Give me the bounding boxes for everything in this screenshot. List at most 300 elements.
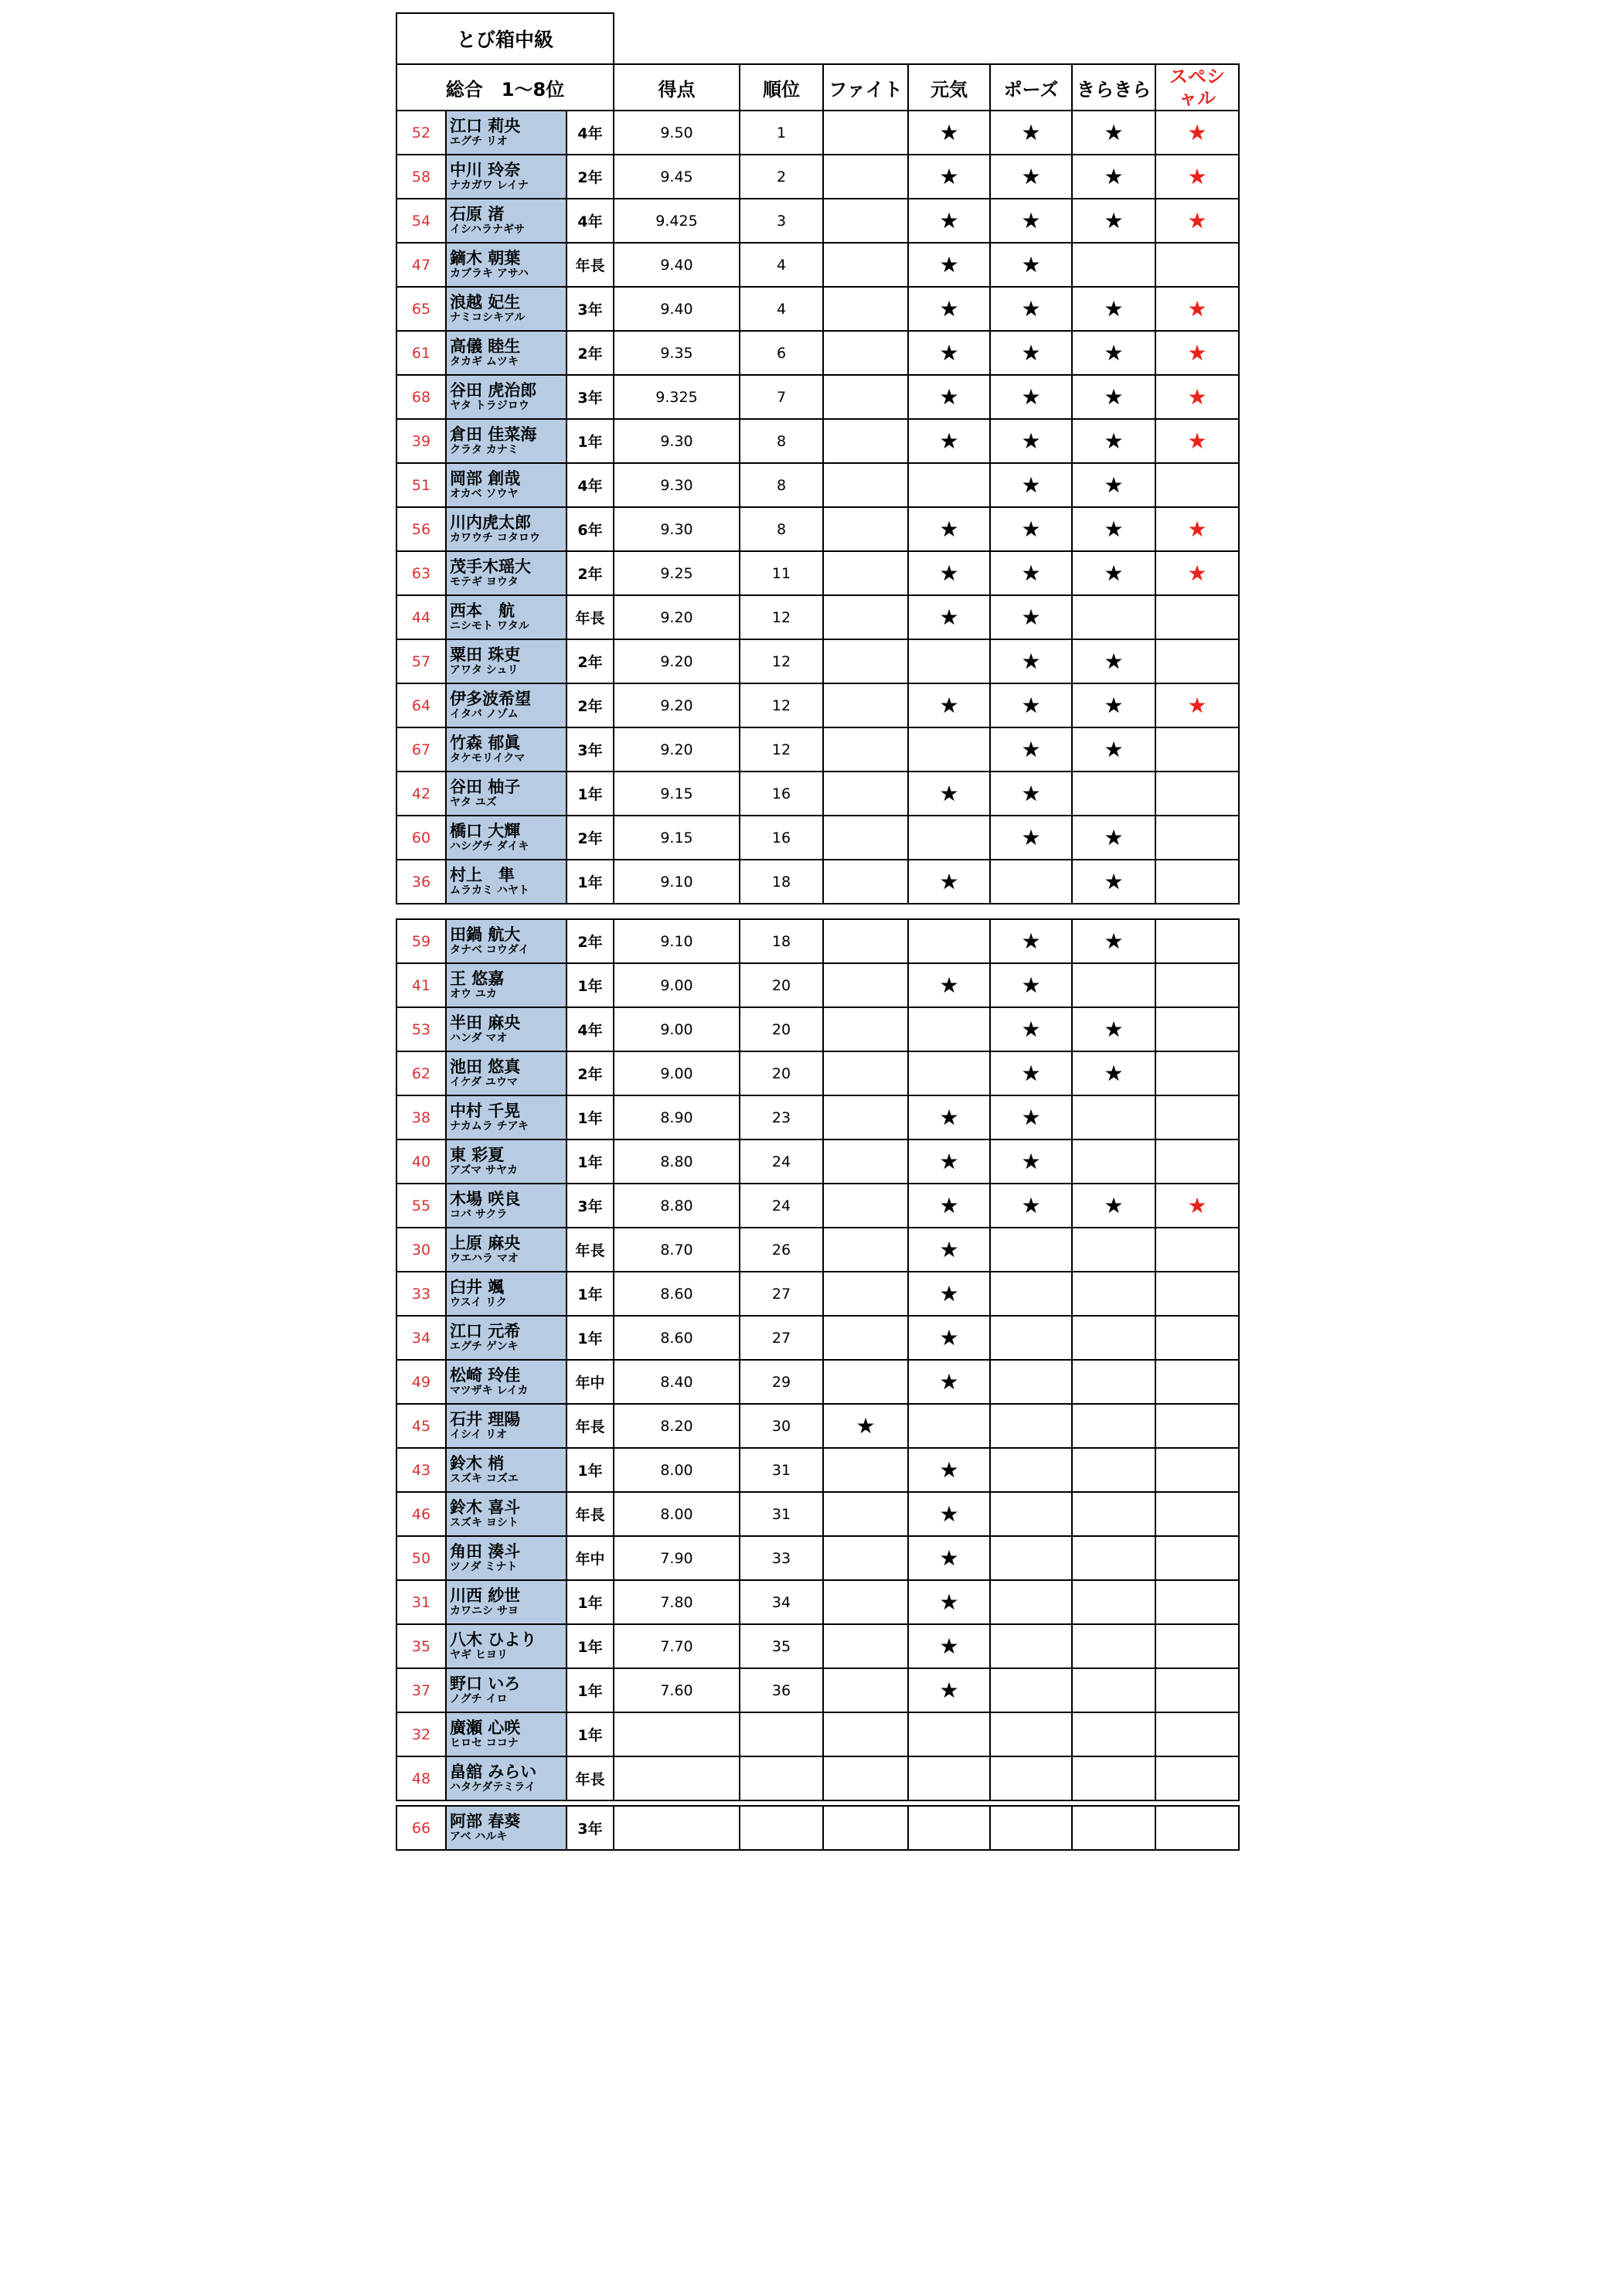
genki-cell [907, 1535, 991, 1581]
score-cell [613, 154, 740, 199]
kirakira-cell [1071, 462, 1156, 508]
athlete-kana: タナベ コウダイ [450, 944, 529, 956]
entry-number-cell [396, 962, 447, 1008]
kirakira-cell [1071, 330, 1156, 376]
athlete-name: 高儀 睦生 [450, 337, 521, 356]
rank-cell [739, 462, 824, 508]
star-icon: ★ [856, 1412, 876, 1439]
star-icon: ★ [939, 1501, 959, 1527]
star-icon: ★ [1021, 1192, 1041, 1218]
pose-cell [989, 1139, 1073, 1184]
athlete-name: 木場 咲良 [450, 1190, 521, 1208]
athlete-name-cell [445, 1183, 567, 1228]
rank-cell [739, 374, 824, 420]
star-icon: ★ [1187, 339, 1207, 366]
athlete-name: 江口 莉央 [450, 117, 521, 135]
star-icon: ★ [939, 428, 959, 454]
special-cell [1155, 1579, 1240, 1625]
fight-cell [822, 286, 909, 332]
fight-cell [822, 1227, 909, 1272]
rank-value: 8 [776, 520, 787, 538]
grade-value: 2年 [577, 169, 603, 186]
score-value: 9.00 [660, 976, 693, 994]
genki-cell [907, 962, 991, 1008]
special-cell [1155, 1315, 1240, 1361]
athlete-name: 岡部 創哉 [450, 469, 521, 488]
score-value: 9.15 [660, 785, 693, 802]
kirakira-cell [1071, 771, 1156, 816]
genki-cell [907, 859, 991, 904]
grade-value: 3年 [577, 390, 603, 407]
athlete-name-cell [445, 1227, 567, 1272]
score-cell [613, 506, 740, 552]
kirakira-cell [1071, 962, 1156, 1008]
grade-cell [566, 1227, 614, 1272]
genki-cell [907, 1139, 991, 1184]
athlete-kana: スズキ ヨシト [450, 1517, 519, 1529]
star-icon: ★ [1104, 736, 1124, 762]
star-icon: ★ [1021, 1060, 1041, 1086]
athlete-kana: エグチ ゲンキ [450, 1340, 519, 1353]
star-icon: ★ [1187, 692, 1207, 718]
rank-value: 4 [776, 256, 787, 274]
athlete-name-cell [445, 1095, 567, 1140]
entry-number: 65 [411, 300, 431, 318]
athlete-name-cell [445, 1667, 567, 1713]
entry-number-cell [396, 1359, 447, 1405]
score-value: 9.50 [660, 124, 693, 141]
kirakira-cell [1071, 1183, 1156, 1228]
score-cell [613, 918, 740, 964]
special-cell [1155, 815, 1240, 860]
entry-number: 41 [411, 976, 431, 994]
grade-value: 1年 [577, 1330, 603, 1347]
kirakira-cell [1071, 918, 1156, 964]
athlete-name: 伊多波希望 [450, 690, 531, 708]
score-cell [613, 1756, 740, 1801]
score-cell [613, 462, 740, 508]
entry-number-cell [396, 462, 447, 508]
athlete-name-cell [445, 330, 567, 376]
kirakira-cell [1071, 506, 1156, 552]
athlete-kana: ヤギ ヒヨリ [450, 1649, 508, 1661]
grade-value: 1年 [577, 786, 603, 803]
grade-value: 1年 [577, 1595, 603, 1612]
score-cell [613, 1805, 740, 1851]
score-value: 9.10 [660, 873, 693, 891]
header-kirakira: きらきら [1071, 63, 1156, 111]
kirakira-cell [1071, 639, 1156, 684]
score-value: 9.425 [655, 212, 698, 230]
header-score: 得点 [613, 63, 740, 111]
kirakira-cell [1071, 1095, 1156, 1140]
genki-cell [907, 242, 991, 288]
fight-cell [822, 1712, 909, 1757]
athlete-name-cell [445, 859, 567, 904]
entry-number-cell [396, 1667, 447, 1713]
athlete-name-cell [445, 1271, 567, 1317]
score-value: 7.90 [660, 1549, 693, 1567]
athlete-kana: イシハラナギサ [450, 223, 526, 236]
star-icon: ★ [1187, 163, 1207, 189]
genki-cell [907, 110, 991, 155]
grade-value: 1年 [577, 874, 603, 891]
special-cell [1155, 330, 1240, 376]
genki-cell [907, 1579, 991, 1625]
grade-cell [566, 1491, 614, 1537]
fight-cell [822, 1579, 909, 1625]
athlete-name-cell [445, 727, 567, 772]
athlete-kana: クラタ カナミ [450, 444, 519, 456]
star-icon: ★ [1104, 295, 1124, 322]
entry-number-cell [396, 594, 447, 640]
athlete-name-cell [445, 594, 567, 640]
special-cell [1155, 771, 1240, 816]
score-value: 9.20 [660, 652, 693, 670]
entry-number: 31 [411, 1593, 431, 1611]
score-value: 7.80 [660, 1593, 693, 1611]
kirakira-cell [1071, 110, 1156, 155]
athlete-name: 橋口 大輝 [450, 822, 521, 840]
rank-cell [739, 1667, 824, 1713]
genki-cell [907, 727, 991, 772]
pose-cell [989, 286, 1073, 332]
kirakira-cell [1071, 1271, 1156, 1317]
star-icon: ★ [1021, 428, 1041, 454]
rank-value: 29 [771, 1373, 791, 1391]
grade-cell [566, 639, 614, 684]
athlete-name: 谷田 虎治郎 [450, 381, 537, 400]
pose-cell [989, 859, 1073, 904]
fight-cell [822, 918, 909, 964]
entry-number: 40 [411, 1153, 431, 1170]
athlete-name-cell [445, 506, 567, 552]
entry-number-cell [396, 110, 447, 155]
special-cell [1155, 1623, 1240, 1669]
genki-cell [907, 1667, 991, 1713]
fight-cell [822, 594, 909, 640]
athlete-name-cell [445, 550, 567, 596]
genki-cell [907, 1227, 991, 1272]
athlete-name-cell [445, 962, 567, 1008]
score-cell [613, 1535, 740, 1581]
score-cell [613, 815, 740, 860]
star-icon: ★ [1187, 119, 1207, 145]
athlete-name: 村上 隼 [450, 866, 515, 884]
athlete-name-cell [445, 1403, 567, 1449]
star-icon: ★ [939, 516, 959, 542]
entry-number-cell [396, 1756, 447, 1801]
star-icon: ★ [1104, 472, 1124, 498]
pose-cell [989, 198, 1073, 244]
grade-cell [566, 1095, 614, 1140]
score-cell [613, 418, 740, 464]
star-icon: ★ [939, 604, 959, 630]
athlete-name-cell [445, 374, 567, 420]
star-icon: ★ [1021, 163, 1041, 189]
athlete-name-cell [445, 286, 567, 332]
score-cell [613, 198, 740, 244]
athlete-name: 鏑木 朝葉 [450, 249, 521, 267]
athlete-kana: エグチ リオ [450, 135, 508, 148]
rank-cell [739, 1183, 824, 1228]
genki-cell [907, 1359, 991, 1405]
score-cell [613, 962, 740, 1008]
rank-value: 20 [771, 976, 791, 994]
special-cell [1155, 1007, 1240, 1052]
entry-number-cell [396, 727, 447, 772]
rank-cell [739, 1447, 824, 1493]
star-icon: ★ [1104, 383, 1124, 410]
pose-cell [989, 1007, 1073, 1052]
special-cell [1155, 918, 1240, 964]
rank-value: 4 [776, 300, 787, 318]
pose-cell [989, 1403, 1073, 1449]
star-icon: ★ [939, 692, 959, 718]
grade-value: 年長 [575, 1419, 605, 1436]
athlete-name-cell [445, 154, 567, 199]
star-icon: ★ [1104, 560, 1124, 586]
special-cell [1155, 242, 1240, 288]
header-fight: ファイト [822, 63, 909, 111]
entry-number: 61 [411, 344, 431, 362]
rank-value: 12 [771, 608, 791, 626]
kirakira-cell [1071, 1579, 1156, 1625]
fight-cell [822, 418, 909, 464]
kirakira-cell [1071, 1712, 1156, 1757]
grade-cell [566, 918, 614, 964]
rank-cell [739, 506, 824, 552]
rank-value: 11 [771, 564, 791, 582]
entry-number: 55 [411, 1197, 431, 1214]
star-icon: ★ [1021, 119, 1041, 145]
grade-value: 1年 [577, 1286, 603, 1303]
grade-cell [566, 815, 614, 860]
rank-cell [739, 1535, 824, 1581]
kirakira-cell [1071, 1315, 1156, 1361]
special-cell [1155, 154, 1240, 199]
entry-number-cell [396, 198, 447, 244]
kirakira-cell [1071, 1007, 1156, 1052]
grade-cell [566, 594, 614, 640]
star-icon: ★ [1021, 736, 1041, 762]
grade-value: 1年 [577, 1110, 603, 1127]
pose-cell [989, 1667, 1073, 1713]
entry-number-cell [396, 286, 447, 332]
athlete-name: 角田 湊斗 [450, 1542, 521, 1561]
rank-value: 1 [776, 124, 787, 141]
rank-cell [739, 1359, 824, 1405]
rank-cell [739, 1623, 824, 1669]
score-cell [613, 1007, 740, 1052]
entry-number: 37 [411, 1681, 431, 1699]
grade-value: 2年 [577, 346, 603, 363]
special-cell [1155, 1403, 1240, 1449]
pose-cell [989, 1712, 1073, 1757]
score-value: 9.30 [660, 432, 693, 450]
rank-value: 12 [771, 652, 791, 670]
pose-cell [989, 727, 1073, 772]
athlete-kana: カブラキ アサハ [450, 267, 529, 280]
athlete-name: 鈴木 喜斗 [450, 1498, 521, 1517]
pose-cell [989, 1359, 1073, 1405]
special-cell [1155, 462, 1240, 508]
special-cell [1155, 1756, 1240, 1801]
star-icon: ★ [939, 972, 959, 998]
score-value: 9.20 [660, 697, 693, 714]
fight-cell [822, 110, 909, 155]
score-value: 9.35 [660, 344, 693, 362]
special-cell [1155, 1095, 1240, 1140]
score-cell [613, 330, 740, 376]
rank-cell [739, 1095, 824, 1140]
fight-cell [822, 639, 909, 684]
star-icon: ★ [939, 1192, 959, 1218]
athlete-kana: オカベ ソウヤ [450, 488, 519, 500]
score-value: 9.40 [660, 300, 693, 318]
genki-cell [907, 286, 991, 332]
star-icon: ★ [1104, 824, 1124, 850]
score-cell [613, 1315, 740, 1361]
grade-value: 2年 [577, 830, 603, 847]
pose-cell [989, 1315, 1073, 1361]
star-icon: ★ [1104, 428, 1124, 454]
genki-cell [907, 1805, 991, 1851]
grade-value: 2年 [577, 698, 603, 715]
grade-value: 1年 [577, 1727, 603, 1744]
grade-value: 4年 [577, 125, 603, 142]
rank-cell [739, 815, 824, 860]
genki-cell [907, 1051, 991, 1096]
star-icon: ★ [1104, 1060, 1124, 1086]
rank-cell [739, 771, 824, 816]
entry-number-cell [396, 1712, 447, 1757]
rank-cell [739, 594, 824, 640]
entry-number: 67 [411, 741, 431, 758]
fight-cell [822, 1447, 909, 1493]
rank-cell [739, 198, 824, 244]
entry-number-cell [396, 771, 447, 816]
special-cell [1155, 374, 1240, 420]
athlete-kana: ムラカミ ハヤト [450, 884, 529, 897]
entry-number-cell [396, 1183, 447, 1228]
athlete-name-cell [445, 1805, 567, 1851]
grade-value: 1年 [577, 978, 603, 995]
rank-cell [739, 639, 824, 684]
kirakira-cell [1071, 154, 1156, 199]
fight-cell [822, 1623, 909, 1669]
rank-value: 12 [771, 741, 791, 758]
kirakira-cell [1071, 1447, 1156, 1493]
genki-cell [907, 594, 991, 640]
special-cell [1155, 286, 1240, 332]
pose-cell [989, 771, 1073, 816]
score-value: 7.70 [660, 1637, 693, 1655]
score-cell [613, 1095, 740, 1140]
kirakira-cell [1071, 683, 1156, 728]
star-icon: ★ [939, 780, 959, 806]
entry-number: 43 [411, 1461, 431, 1479]
athlete-name: 中村 千晃 [450, 1102, 521, 1120]
star-icon: ★ [939, 1633, 959, 1659]
rank-value: 8 [776, 476, 787, 494]
athlete-name-cell [445, 110, 567, 155]
entry-number: 32 [411, 1725, 431, 1743]
score-cell [613, 683, 740, 728]
fight-cell [822, 330, 909, 376]
athlete-name: 畠舘 みらい [450, 1763, 537, 1781]
fight-cell [822, 859, 909, 904]
athlete-kana: アベ ハルキ [450, 1831, 508, 1843]
fight-cell [822, 1805, 909, 1851]
score-cell [613, 1183, 740, 1228]
athlete-name-cell [445, 918, 567, 964]
score-value: 8.80 [660, 1197, 693, 1214]
score-cell [613, 1403, 740, 1449]
fight-cell [822, 374, 909, 420]
pose-cell [989, 1271, 1073, 1317]
rank-cell [739, 242, 824, 288]
special-cell [1155, 683, 1240, 728]
grade-value: 年長 [575, 1771, 605, 1788]
grade-cell [566, 1535, 614, 1581]
score-cell [613, 594, 740, 640]
star-icon: ★ [1021, 928, 1041, 954]
score-cell [613, 859, 740, 904]
athlete-kana: カワウチ コタロウ [450, 532, 540, 544]
entry-number: 38 [411, 1109, 431, 1126]
star-icon: ★ [939, 1545, 959, 1571]
star-icon: ★ [939, 1589, 959, 1615]
rank-cell [739, 154, 824, 199]
special-cell [1155, 1271, 1240, 1317]
grade-value: 年長 [575, 1507, 605, 1524]
star-icon: ★ [1104, 339, 1124, 366]
fight-cell [822, 1491, 909, 1537]
athlete-kana: ヤタ トラジロウ [450, 400, 529, 412]
score-value: 9.00 [660, 1020, 693, 1038]
star-icon: ★ [939, 383, 959, 410]
special-cell [1155, 859, 1240, 904]
athlete-name-cell [445, 1491, 567, 1537]
score-value: 9.10 [660, 932, 693, 950]
genki-cell [907, 330, 991, 376]
athlete-name: 半田 麻央 [450, 1013, 521, 1032]
grade-value: 4年 [577, 478, 603, 495]
rank-cell [739, 1579, 824, 1625]
entry-number-cell [396, 859, 447, 904]
kirakira-cell [1071, 1403, 1156, 1449]
header-genki: 元気 [907, 63, 991, 111]
special-cell [1155, 110, 1240, 155]
rank-value: 33 [771, 1549, 791, 1567]
rank-cell [739, 418, 824, 464]
kirakira-cell [1071, 1491, 1156, 1537]
grade-value: 年長 [575, 1242, 605, 1259]
athlete-name: 野口 いろ [450, 1674, 521, 1693]
athlete-name: 阿部 春葵 [450, 1812, 521, 1831]
star-icon: ★ [1104, 868, 1124, 894]
special-cell [1155, 1051, 1240, 1096]
genki-cell [907, 1623, 991, 1669]
rank-cell [739, 1139, 824, 1184]
star-icon: ★ [1187, 1192, 1207, 1218]
star-icon: ★ [1021, 295, 1041, 322]
rank-cell [739, 1315, 824, 1361]
score-cell [613, 242, 740, 288]
genki-cell [907, 154, 991, 199]
rank-cell [739, 683, 824, 728]
